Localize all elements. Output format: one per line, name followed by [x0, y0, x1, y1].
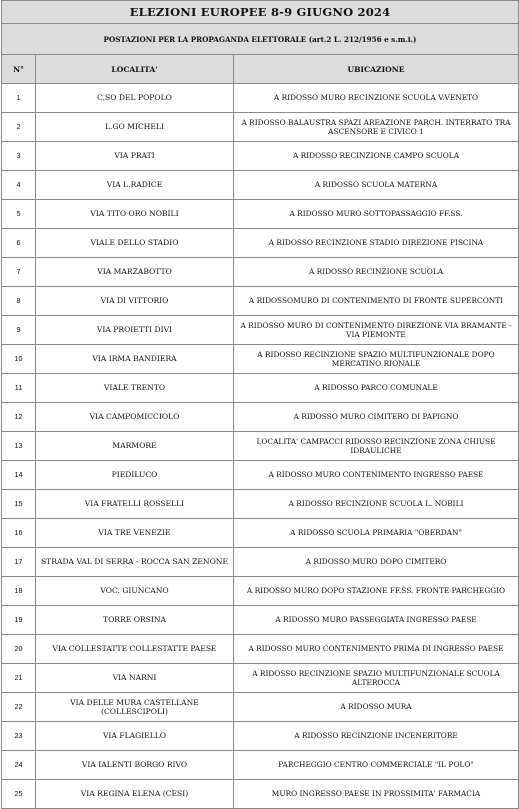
row-localita: VOC. GIUNCANO	[36, 577, 234, 606]
row-localita: TORRE ORSINA	[36, 606, 234, 635]
row-ubicazione: A RIDOSSO PARCO COMUNALE	[234, 374, 519, 403]
row-ubicazione: A RIDOSSO MURA	[234, 693, 519, 722]
row-localita: L.GO MICHELI	[36, 113, 234, 142]
table-body	[2, 84, 519, 809]
table-row	[2, 606, 519, 635]
row-ubicazione: A RIDOSSO MURO DOPO CIMITERO	[234, 548, 519, 577]
row-ubicazione: MURO INGRESSO PAESE IN PROSSIMITA' FARMACIA	[234, 780, 519, 809]
row-localita: VIA FRATELLI ROSSELLI	[36, 490, 234, 519]
row-ubicazione: A RIDOSSO MURO DOPO STAZIONE FF.SS. FRONTE PARCHEGGIO	[234, 577, 519, 606]
row-localita: MARMORE	[36, 432, 234, 461]
row-number: 22	[2, 693, 36, 722]
row-localita: VIA FLAGIELLO	[36, 722, 234, 751]
row-ubicazione: A RIDOSSO MURO SOTTOPASSAGGIO FF.SS.	[234, 200, 519, 229]
table-row	[2, 258, 519, 287]
document-title: ELEZIONI EUROPEE 8-9 GIUGNO 2024	[2, 1, 519, 24]
row-localita: VIALE DELLO STADIO	[36, 229, 234, 258]
row-ubicazione: A RIDOSSO MURO CONTENIMENTO INGRESSO PAESE	[234, 461, 519, 490]
row-ubicazione: A RIDOSSO SCUOLA PRIMARIA "OBERDAN"	[234, 519, 519, 548]
row-localita: VIA DELLE MURA CASTELLANE (COLLESCIPOLI)	[36, 693, 234, 722]
row-ubicazione: A RIDOSSO MURO RECINZIONE SCUOLA V.VENETO	[234, 84, 519, 113]
row-number: 8	[2, 287, 36, 316]
row-number: 19	[2, 606, 36, 635]
row-localita: STRADA VAL DI SERRA - ROCCA SAN ZENONE	[36, 548, 234, 577]
table-row	[2, 432, 519, 461]
table-row	[2, 780, 519, 809]
row-number: 13	[2, 432, 36, 461]
row-localita: VIA DI VITTORIO	[36, 287, 234, 316]
row-ubicazione: A RIDOSSO RECINZIONE INCENERITORE	[234, 722, 519, 751]
column-header-row	[2, 55, 519, 84]
table-row	[2, 374, 519, 403]
row-number: 16	[2, 519, 36, 548]
row-number: 21	[2, 664, 36, 693]
table-row	[2, 490, 519, 519]
title-row	[2, 1, 519, 24]
table-row	[2, 84, 519, 113]
table-row	[2, 461, 519, 490]
row-localita: PIEDILUCO	[36, 461, 234, 490]
table-row	[2, 635, 519, 664]
row-number: 10	[2, 345, 36, 374]
table-row	[2, 229, 519, 258]
table-row	[2, 519, 519, 548]
row-localita: C.SO DEL POPOLO	[36, 84, 234, 113]
row-number: 11	[2, 374, 36, 403]
column-header-ubicazione: UBICAZIONE	[234, 55, 519, 84]
row-number: 24	[2, 751, 36, 780]
row-ubicazione: LOCALITA' CAMPACCI RIDOSSO RECINZIONE ZONA CHIUSE IDRAULICHE	[234, 432, 519, 461]
row-ubicazione: A RIDOSSO RECINZIONE SCUOLA	[234, 258, 519, 287]
row-localita: VIA TRE VENEZIE	[36, 519, 234, 548]
row-number: 18	[2, 577, 36, 606]
row-localita: VIALE TRENTO	[36, 374, 234, 403]
table-row	[2, 577, 519, 606]
table-row	[2, 142, 519, 171]
document-page	[1, 0, 518, 809]
row-localita: VIA IRMA BANDIERA	[36, 345, 234, 374]
table-row	[2, 287, 519, 316]
row-number: 5	[2, 200, 36, 229]
row-number: 15	[2, 490, 36, 519]
row-localita: VIA PROIETTI DIVI	[36, 316, 234, 345]
table-row	[2, 171, 519, 200]
row-localita: VIA L.RADICE	[36, 171, 234, 200]
row-ubicazione: PARCHEGGIO CENTRO COMMERCIALE "IL POLO"	[234, 751, 519, 780]
table-row	[2, 751, 519, 780]
row-ubicazione: A RIDOSSO SCUOLA MATERNA	[234, 171, 519, 200]
row-ubicazione: A RIDOSSO MURO PASSEGGIATA INGRESSO PAESE	[234, 606, 519, 635]
row-localita: VIA IALENTI BORGO RIVO	[36, 751, 234, 780]
row-number: 3	[2, 142, 36, 171]
row-localita: VIA REGINA ELENA (CESI)	[36, 780, 234, 809]
column-header-localita: LOCALITA'	[36, 55, 234, 84]
subtitle-row	[2, 24, 519, 55]
row-ubicazione: A RIDOSSO RECINZIONE STADIO DIREZIONE PISCINA	[234, 229, 519, 258]
row-localita: VIA MARZABOTTO	[36, 258, 234, 287]
row-localita: VIA TITO ORO NOBILI	[36, 200, 234, 229]
table-row	[2, 316, 519, 345]
row-number: 1	[2, 84, 36, 113]
table-row	[2, 693, 519, 722]
row-number: 7	[2, 258, 36, 287]
table-row	[2, 403, 519, 432]
row-number: 25	[2, 780, 36, 809]
document-subtitle: POSTAZIONI PER LA PROPAGANDA ELETTORALE (art.2 L. 212/1956 e s.m.i.)	[2, 24, 519, 55]
row-ubicazione: A RIDOSSO RECINZIONE SPAZIO MULTIFUNZIONALE SCUOLA ALTEROCCA	[234, 664, 519, 693]
row-number: 2	[2, 113, 36, 142]
row-ubicazione: A RIDOSSO RECINZIONE CAMPO SCUOLA	[234, 142, 519, 171]
row-localita: VIA COLLESTATTE COLLESTATTE PAESE	[36, 635, 234, 664]
polling-posts-table	[1, 0, 519, 809]
row-localita: VIA CAMPOMICCIOLO	[36, 403, 234, 432]
row-localita: VIA PRATI	[36, 142, 234, 171]
column-header-number: N°	[2, 55, 36, 84]
row-ubicazione: A RIDOSSOMURO DI CONTENIMENTO DI FRONTE SUPERCONTI	[234, 287, 519, 316]
row-number: 4	[2, 171, 36, 200]
row-number: 14	[2, 461, 36, 490]
table-row	[2, 345, 519, 374]
row-number: 12	[2, 403, 36, 432]
row-number: 9	[2, 316, 36, 345]
row-number: 23	[2, 722, 36, 751]
row-number: 20	[2, 635, 36, 664]
table-row	[2, 548, 519, 577]
row-localita: VIA NARNI	[36, 664, 234, 693]
row-ubicazione: A RIDOSSO MURO DI CONTENIMENTO DIREZIONE VIA BRAMANTE - VIA PIEMONTE	[234, 316, 519, 345]
table-row	[2, 200, 519, 229]
row-ubicazione: A RIDOSSO MURO CIMITERO DI PAPIGNO	[234, 403, 519, 432]
row-ubicazione: A RIDOSSO MURO CONTENIMENTO PRIMA DI INGRESSO PAESE	[234, 635, 519, 664]
row-ubicazione: A RIDOSSO RECINZIONE SCUOLA L. NOBILI	[234, 490, 519, 519]
table-row	[2, 664, 519, 693]
row-number: 17	[2, 548, 36, 577]
row-ubicazione: A RIDOSSO RECINZIONE SPAZIO MULTIFUNZIONALE DOPO MERCATINO RIONALE	[234, 345, 519, 374]
row-ubicazione: A RIDOSSO BALAUSTRA SPAZI AREAZIONE PARCH. INTERRATO TRA ASCENSORE E CIVICO 1	[234, 113, 519, 142]
table-row	[2, 113, 519, 142]
table-row	[2, 722, 519, 751]
row-number: 6	[2, 229, 36, 258]
